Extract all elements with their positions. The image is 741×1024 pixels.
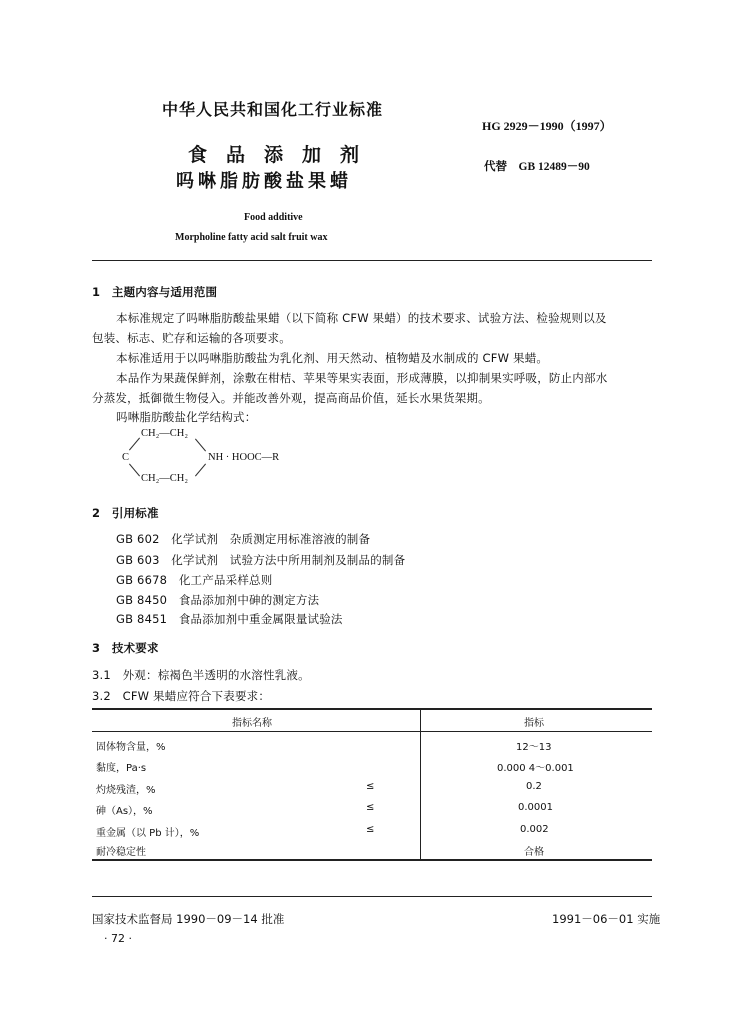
row-value: 0.002 bbox=[520, 824, 549, 835]
implementation-date: 1991－06－01 实施 bbox=[552, 912, 661, 926]
table-header-name: 指标名称 bbox=[232, 718, 272, 729]
english-title-2: Morpholine fatty acid salt fruit wax bbox=[175, 232, 328, 243]
section-1-para-3b: 分蒸发，抵御微生物侵入。并能改善外观，提高商品价值，延长水果货架期。 bbox=[92, 391, 490, 405]
table-bottom-rule bbox=[92, 859, 652, 861]
structure-left-c: C bbox=[122, 452, 130, 463]
replaces-standard: 代替 GB 12489－90 bbox=[484, 161, 590, 173]
section-3-1: 3.1 外观：棕褐色半透明的水溶性乳液。 bbox=[92, 668, 310, 682]
bond-top-left bbox=[129, 438, 140, 451]
bond-bottom-left bbox=[129, 464, 140, 477]
section-3-heading: 3 技术要求 bbox=[92, 641, 159, 655]
ref-item: GB 8450 食品添加剂中砷的测定方法 bbox=[116, 593, 320, 607]
ref-item: GB 6678 化工产品采样总则 bbox=[116, 573, 273, 587]
row-value: 合格 bbox=[524, 847, 544, 858]
ref-item: GB 603 化学试剂 试验方法中所用制剂及制品的制备 bbox=[116, 553, 406, 567]
structure-caption: 吗啉脂肪酸盐化学结构式： bbox=[116, 410, 257, 424]
row-limit-symbol: ≤ bbox=[366, 802, 375, 813]
row-value: 0.0001 bbox=[518, 802, 553, 813]
row-value: 0.2 bbox=[526, 781, 542, 792]
row-limit-symbol: ≤ bbox=[366, 781, 375, 792]
section-1-para-3a: 本品作为果蔬保鲜剂，涂敷在柑桔、苹果等果实表面，形成薄膜，以抑制果实呼吸，防止内部水 bbox=[116, 371, 608, 385]
section-1-para-1a: 本标准规定了吗啉脂肪酸盐果蜡（以下简称 CFW 果蜡）的技术要求、试验方法、检验规则以及 bbox=[116, 311, 607, 325]
standard-number: HG 2929－1990（1997） bbox=[482, 119, 612, 133]
row-limit-symbol: ≤ bbox=[366, 824, 375, 835]
row-name: 砷（As），% bbox=[96, 806, 153, 817]
bond-top-right bbox=[195, 439, 206, 452]
ref-item: GB 602 化学试剂 杂质测定用标准溶液的制备 bbox=[116, 532, 371, 546]
footer-divider bbox=[92, 896, 652, 897]
structure-top: CH₂—CH₂ bbox=[141, 428, 188, 439]
row-name: 灼烧残渣，% bbox=[96, 785, 156, 796]
org-title: 中华人民共和国化工行业标准 bbox=[162, 100, 384, 119]
row-value: 12～13 bbox=[516, 742, 552, 753]
section-1-para-2: 本标准适用于以吗啉脂肪酸盐为乳化剂、用天然动、植物蜡及水制成的 CFW 果蜡。 bbox=[116, 351, 549, 365]
table-column-divider bbox=[420, 708, 421, 860]
section-2-heading: 2 引用标准 bbox=[92, 506, 159, 520]
structure-right: NH · HOOC—R bbox=[208, 452, 280, 463]
row-name: 固体物含量，% bbox=[96, 742, 166, 753]
approval-date: 国家技术监督局 1990－09－14 批准 bbox=[92, 912, 285, 926]
page-number: · 72 · bbox=[104, 932, 132, 945]
section-1-para-1b: 包装、标志、贮存和运输的各项要求。 bbox=[92, 331, 291, 345]
ref-item: GB 8451 食品添加剂中重金属限量试验法 bbox=[116, 612, 343, 626]
row-name: 黏度，Pa·s bbox=[96, 763, 147, 774]
english-title-1: Food additive bbox=[244, 212, 303, 223]
section-1-heading: 1 主题内容与适用范围 bbox=[92, 285, 218, 299]
title-line-2: 吗啉脂肪酸盐果蜡 bbox=[176, 171, 352, 192]
structure-bottom: CH₂—CH₂ bbox=[141, 473, 188, 484]
bond-bottom-right bbox=[195, 464, 206, 477]
title-line-1: 食 品 添 加 剂 bbox=[188, 144, 360, 166]
row-name: 重金属（以 Pb 计），% bbox=[96, 828, 200, 839]
header-divider bbox=[92, 260, 652, 261]
table-header-rule bbox=[92, 731, 652, 732]
row-name: 耐冷稳定性 bbox=[96, 847, 146, 858]
section-3-2: 3.2 CFW 果蜡应符合下表要求： bbox=[92, 689, 271, 703]
row-value: 0.000 4～0.001 bbox=[497, 763, 574, 774]
table-header-value: 指标 bbox=[524, 718, 544, 729]
table-top-rule bbox=[92, 708, 652, 710]
